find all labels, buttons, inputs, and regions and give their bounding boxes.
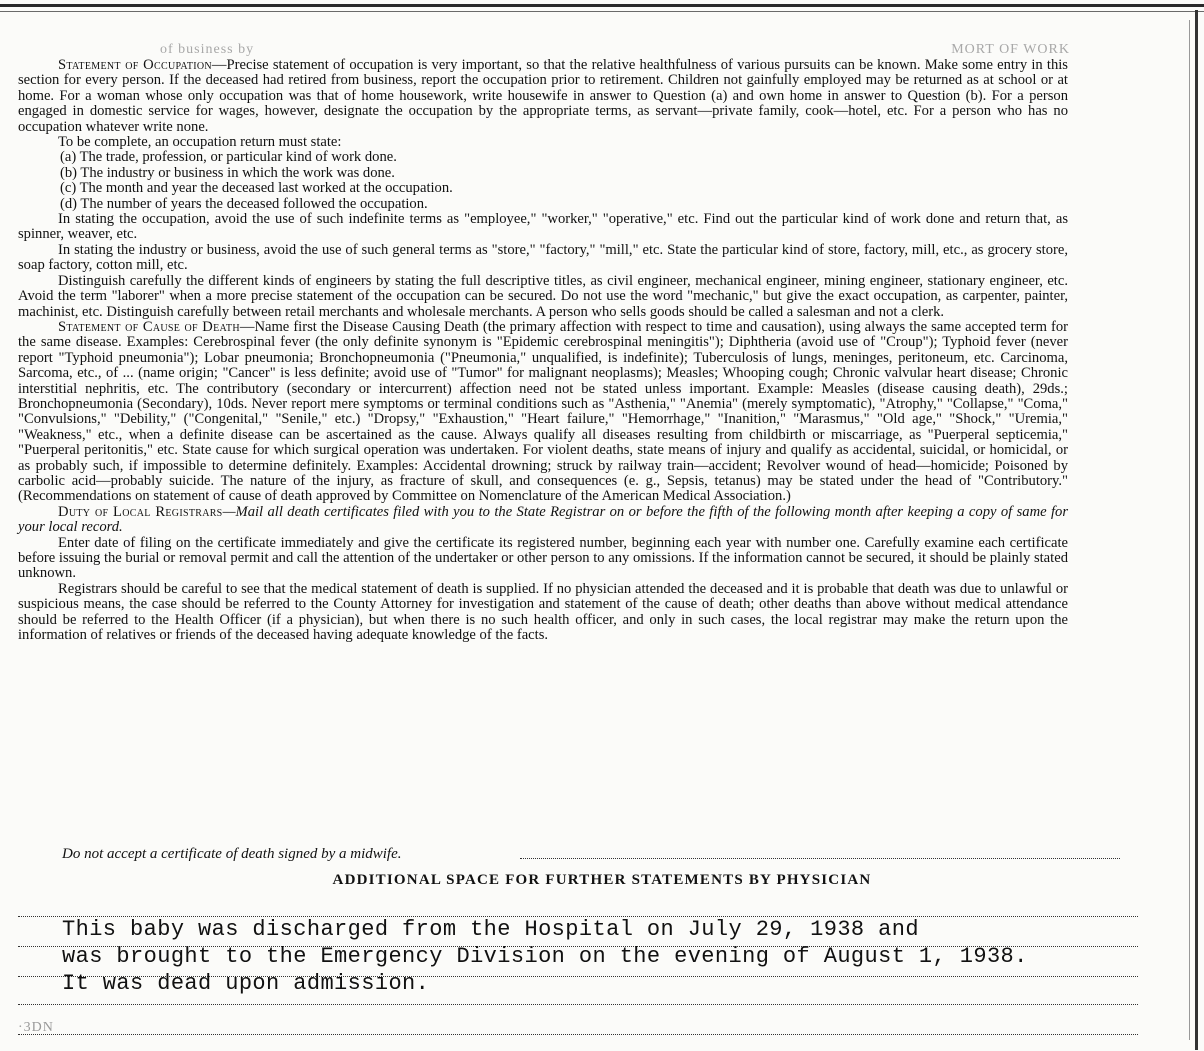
statement-line-5 [18, 1034, 1138, 1035]
faded-header-left: of business by [160, 42, 255, 57]
indefinite-terms-paragraph: In stating the occupation, avoid the use of such indefinite terms as "employee," "worker," "operative," etc. Find out the particular kind of work done and return that, as spinner, weaver, etc. [18, 211, 1068, 243]
cause-title: Statement of Cause of Death [58, 318, 240, 335]
additional-space-heading: ADDITIONAL SPACE FOR FURTHER STATEMENTS BY PHYSICIAN [332, 872, 872, 888]
faded-header-right: MORT OF WORK [951, 42, 1070, 57]
midwife-note: Do not accept a certificate of death signed by a midwife. [62, 846, 402, 862]
occupation-paragraph [18, 58, 1068, 135]
faint-stamp: ·3DN [18, 1020, 54, 1035]
occupation-text: —Precise statement of occupation is very important, so that the relative healthfulness of various pursuits can be known. Make some entry in this section for every person. If the deceased had retired from business, report the occupation prior to retirement. Children not gainfully employed may be returned as at school or at home. For a woman whose only occupation was that of home housework, write housewife in answer to Question (a) and own home in answer to Question (b). For a person engaged in domestic service for wages, however, designate the occupation by the appropriate terms, as servant—private family, cook—hotel, etc. For a person who has no occupation whatever write none. [18, 57, 1068, 135]
requirement-c: (c) The month and year the deceased last worked at the occupation. [60, 180, 453, 197]
cause-of-death-paragraph [18, 320, 1068, 505]
statement-line-4 [18, 1004, 1138, 1005]
duty-text: —Mail all death certificates filed with you to the State Registrar on or before the fifth of the following month after keeping a copy of same for your local record. [18, 503, 1069, 536]
cause-text: —Name first the Disease Causing Death (the primary affection with respect to time and causation), using always the same accepted term for the same disease. Examples: Cerebrospinal fever (the only definite synonym is "Epidemic cerebrospinal meningitis"); Diphtheria (avoid use of "Croup"); Typhoid fever (never report "Typhoid pneumonia"); Lobar pneumonia; Bronchopneumonia ("Pneumonia," unqualified, is indefinite); Tuberculosis of lungs, meninges, peritoneum, etc. Carcinoma, Sarcoma, etc., of ... (name origin; "Cancer" is less definite; avoid use of "Tumor" for malignant neoplasms); Measles; Whooping cough; Chronic valvular heart disease; Chronic interstitial nephritis, etc. The contributory (secondary or intercurrent) affection need not be stated unless important. Example: Measles (disease causing death), 29ds.; Bronchopneumonia (Secondary), 10ds. Never report mere symptoms or terminal conditions such as "Asthenia," "Anemia" (merely symptomatic), "Atrophy," "Collapse," "Coma," "Convulsions," "Debility," ("Congenital," "Senile," etc.) "Dropsy," "Exhaustion," "Heart failure," "Hemorrhage," "Inanition," "Marasmus," "Old age," "Shock," "Uremia," "Weakness," etc., when a definite disease can be ascertained as the cause. Always qualify all diseases resulting from childbirth or miscarriage, as "Puerperal septicemia," "Puerperal peritonitis," etc. State cause for which surgical operation was undertaken. For violent deaths, state means of injury and qualify as accidental, suicidal, or homicidal, or as probably such, if impossible to determine definitely. Examples: Accidental drowning; struck by railway train—accident; Revolver wound of head—homicide; Poisoned by carbolic acid—probably suicide. The nature of the injury, as fracture of skull, and consequences (e. g., Sepsis, tetanus) may be stated under the head of "Contributory." (Recommendations on statement of cause of death approved by Committee on Nomenclature of the American Medical Association.) [18, 318, 1068, 505]
duty-title: Duty of Local Registrars [58, 503, 223, 520]
complete-intro: To be complete, an occupation return must state: [58, 134, 342, 151]
instructions-body [18, 58, 1068, 643]
physician-statement-line-3: It was dead upon admission. [62, 971, 430, 996]
medical-statement-paragraph: Registrars should be careful to see that the medical statement of death is supplied. If no physician attended the deceased and it is probable that death was due to unlawful or suspicious means, the case should be referred to the County Attorney for investigation and statement of the cause of death; other deaths than above without medical attendance should be referred to the Health Officer (if a physician), but when there is no such health officer, and only in such cases, the local registrar may make the return upon the information of relatives or friends of the deceased having adequate knowledge of the facts. [18, 580, 1068, 644]
requirement-a: (a) The trade, profession, or particular kind of work done. [60, 149, 397, 166]
duty-paragraph [18, 505, 1068, 536]
physician-statement-line-1: This baby was discharged from the Hospital on July 29, 1938 and [62, 917, 919, 942]
top-border-rule-thin [0, 11, 1204, 12]
industry-paragraph: In stating the industry or business, avoid the use of such general terms as "store," "factory," "mill," etc. State the particular kind of store, factory, mill, etc., as grocery store, soap factory, cotton mill, etc. [18, 241, 1068, 274]
midwife-dotted-line [520, 858, 1120, 859]
right-border-rule [1195, 10, 1198, 1050]
requirement-d: (d) The number of years the deceased followed the occupation. [60, 195, 428, 212]
top-border-rule [0, 4, 1204, 7]
occupation-title: Statement of Occupation [58, 57, 212, 73]
physician-statement-line-2: was brought to the Emergency Division on the evening of August 1, 1938. [62, 944, 1028, 969]
requirements-list [18, 150, 1068, 212]
requirement-b: (b) The industry or business in which the work was done. [60, 164, 395, 181]
filing-paragraph: Enter date of filing on the certificate immediately and give the certificate its registered number, beginning each year with number one. Carefully examine each certificate before issuing the burial or removal permit and call the attention of the undertaker or other person to any omissions. If the information cannot be secured, it should be plainly stated unknown. [18, 534, 1068, 582]
engineers-paragraph: Distinguish carefully the different kinds of engineers by stating the full descriptive titles, as civil engineer, mechanical engineer, mining engineer, stationary engineer, etc. Avoid the term "laborer" when a more precise statement of the occupation can be secured. Do not use the word "mechanic," but give the exact occupation, as carpenter, painter, machinist, etc. Distinguish carefully between retail merchants and wholesale merchants. A person who sells goods should be called a salesman and not a clerk. [18, 272, 1068, 320]
